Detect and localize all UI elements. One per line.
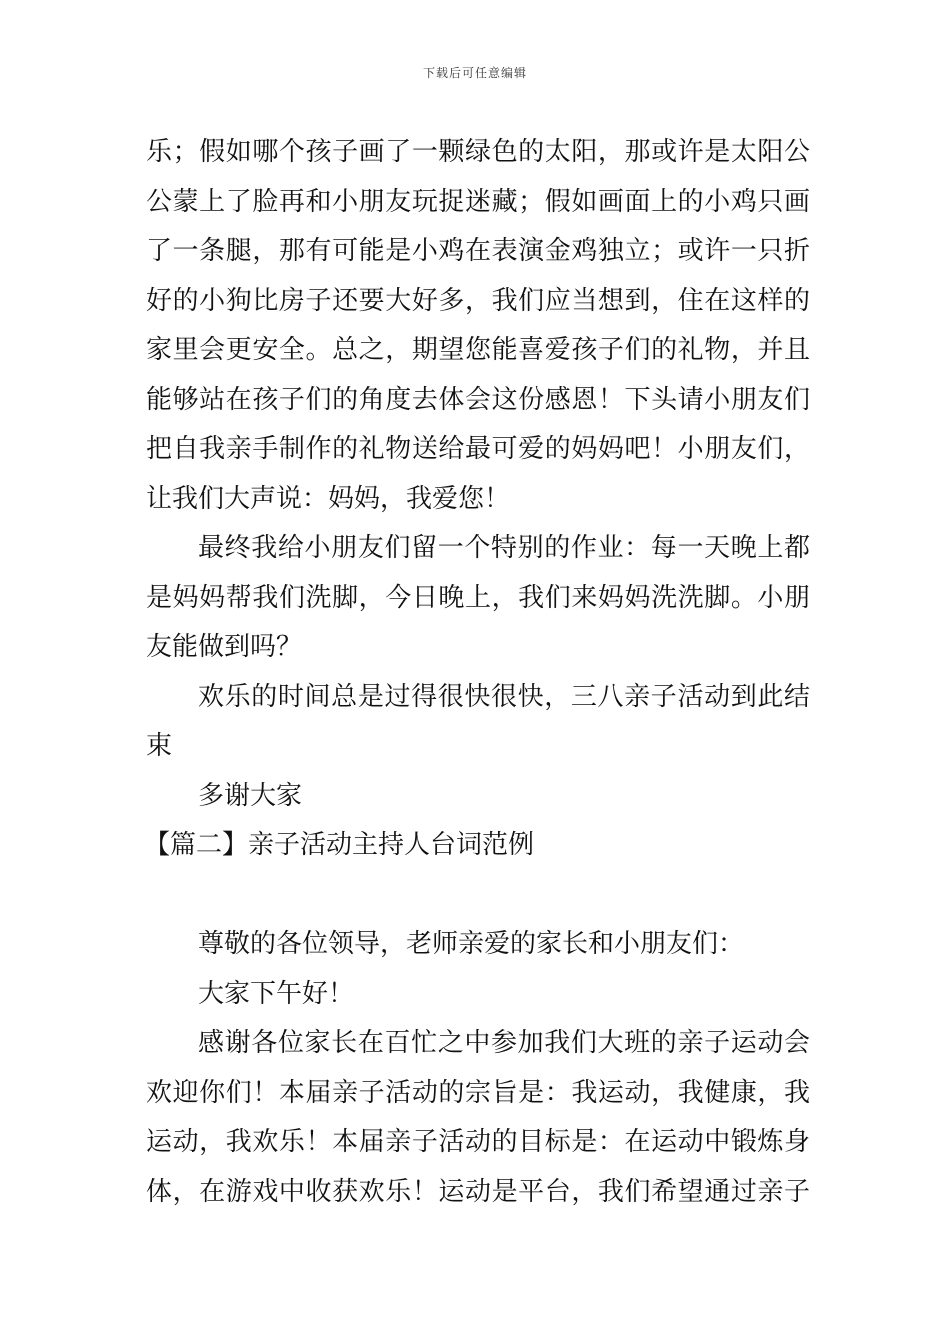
text-line: 了一条腿，那有可能是小鸡在表演金鸡独立；或许一只折 [146,236,810,266]
text-line: 好的小狗比房子还要大好多，我们应当想到，住在这样的 [146,285,810,316]
paragraph-start: 最终我给小朋友们留一个特别的作业：每一天晚上都 [198,533,810,563]
paragraph-start: 多谢大家 [198,780,303,811]
text-line: 把自我亲手制作的礼物送给最可爱的妈妈吧！小朋友们， [146,434,810,464]
text-line: 让我们大声说：妈妈，我爱您！ [146,483,511,514]
text-line: 家里会更安全。总之，期望您能喜爱孩子们的礼物，并且 [146,335,810,365]
text-line: 束 [146,731,173,761]
text-line: 体，在游戏中收获欢乐！运动是平台，我们希望通过亲子 [146,1176,810,1207]
text-line: 是妈妈帮我们洗脚，今日晚上，我们来妈妈洗洗脚。小朋 [146,582,810,613]
text-line: 乐；假如哪个孩子画了一颗绿色的太阳，那或许是太阳公 [146,137,810,167]
section-heading: 【篇二】亲子活动主持人台词范例 [144,830,535,860]
paragraph-start: 欢乐的时间总是过得很快很快，三八亲子活动到此结 [198,681,810,712]
paragraph-start: 感谢各位家长在百忙之中参加我们大班的亲子运动会 [198,1028,810,1058]
document-body [146,128,810,1217]
text-line: 公蒙上了脸再和小朋友玩捉迷藏；假如画面上的小鸡只画 [146,186,810,217]
text-line: 友能做到吗？ [146,632,303,662]
text-line: 欢迎你们！本届亲子活动的宗旨是：我运动，我健康，我 [146,1077,810,1108]
blank-line [146,871,810,921]
paragraph-start: 尊敬的各位领导，老师亲爱的家长和小朋友们： [198,929,745,959]
text-line: 运动，我欢乐！本届亲子活动的目标是：在运动中锻炼身 [146,1127,810,1157]
page-header: 下载后可任意编辑 [422,66,527,80]
paragraph-start: 大家下午好！ [198,978,355,1009]
text-line: 能够站在孩子们的角度去体会这份感恩！下头请小朋友们 [146,384,810,415]
